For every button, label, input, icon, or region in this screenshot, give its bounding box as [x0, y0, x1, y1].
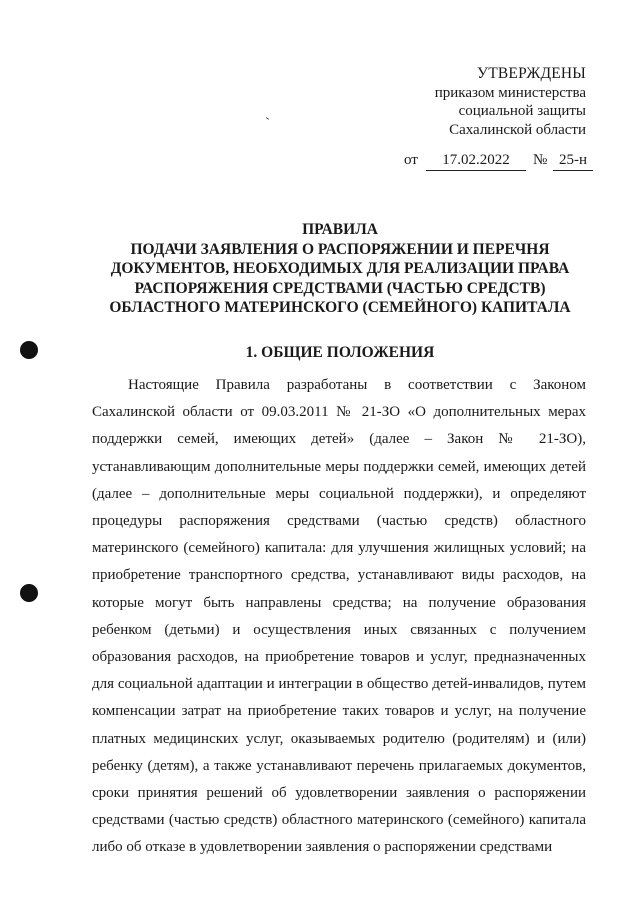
approval-title: УТВЕРЖДЕНЫ — [477, 65, 586, 82]
document-title-line-5: ОБЛАСТНОГО МАТЕРИНСКОГО (СЕМЕЙНОГО) КАПИТАЛА — [109, 299, 571, 316]
approval-line-2: социальной защиты — [458, 103, 586, 119]
order-from-label: от — [404, 152, 418, 168]
order-number: 25-н — [553, 152, 593, 171]
document-title-line-1: ПРАВИЛА — [302, 221, 378, 238]
document-title-line-2: ПОДАЧИ ЗАЯВЛЕНИЯ О РАСПОРЯЖЕНИИ И ПЕРЕЧНЯ — [130, 240, 550, 258]
approval-line-3: Сахалинской области — [449, 121, 586, 138]
punch-hole-top — [20, 341, 38, 359]
document-title-line-3: ДОКУМЕНТОВ, НЕОБХОДИМЫХ ДЛЯ РЕАЛИЗАЦИИ ПРАВА — [110, 260, 570, 277]
order-date: 17.02.2022 — [426, 152, 526, 171]
order-number-label: № — [533, 152, 548, 168]
punch-hole-bottom — [20, 584, 38, 602]
order-reference — [404, 152, 594, 174]
section-heading: 1. ОБЩИЕ ПОЛОЖЕНИЯ — [245, 344, 435, 361]
approval-block — [435, 65, 586, 139]
section-paragraph: Настоящие Правила разработаны в соответствии с Законом Сахалинской области от 09.03.2011 № 21-ЗО «О дополнительных мерах поддержки семей, имеющих детей» (далее – Закон № 21-ЗО), устанавливающим дополнительные меры поддержки семей, имеющих детей (далее – дополнительные меры социальной поддержки), и определяют процедуры распоряжения средствами (частью средств) областного материнского (семейного) капитала: для улучшения жилищных условий; на приобретение транспортного средства, устанавливают виды расходов, на которые могут быть направлены средства; на получение образования ребенком (детьми) и осуществления иных связанных с получением образования расходов, на приобретение товаров и услуг, предназначенных для социальной адаптации и интеграции в общество детей-инвалидов, путем компенсации затрат на приобретение таких товаров и услуг, на получение платных медицинских услуг, оказываемых родителю (родителям) и (или) ребенку (детям), а также устанавливают перечень прилагаемых документов, сроки принятия решений об удовлетворении заявления о распоряжении средствами (частью средств) областного материнского (семейного) капитала либо об отказе в удовлетворении заявления о распоряжении средствами — [92, 377, 586, 856]
approval-line-1: приказом министерства — [434, 84, 586, 101]
scan-speck — [266, 117, 269, 120]
document-title — [60, 220, 620, 318]
document-title-line-4: РАСПОРЯЖЕНИЯ СРЕДСТВАМИ (ЧАСТЬЮ СРЕДСТВ) — [134, 279, 546, 297]
